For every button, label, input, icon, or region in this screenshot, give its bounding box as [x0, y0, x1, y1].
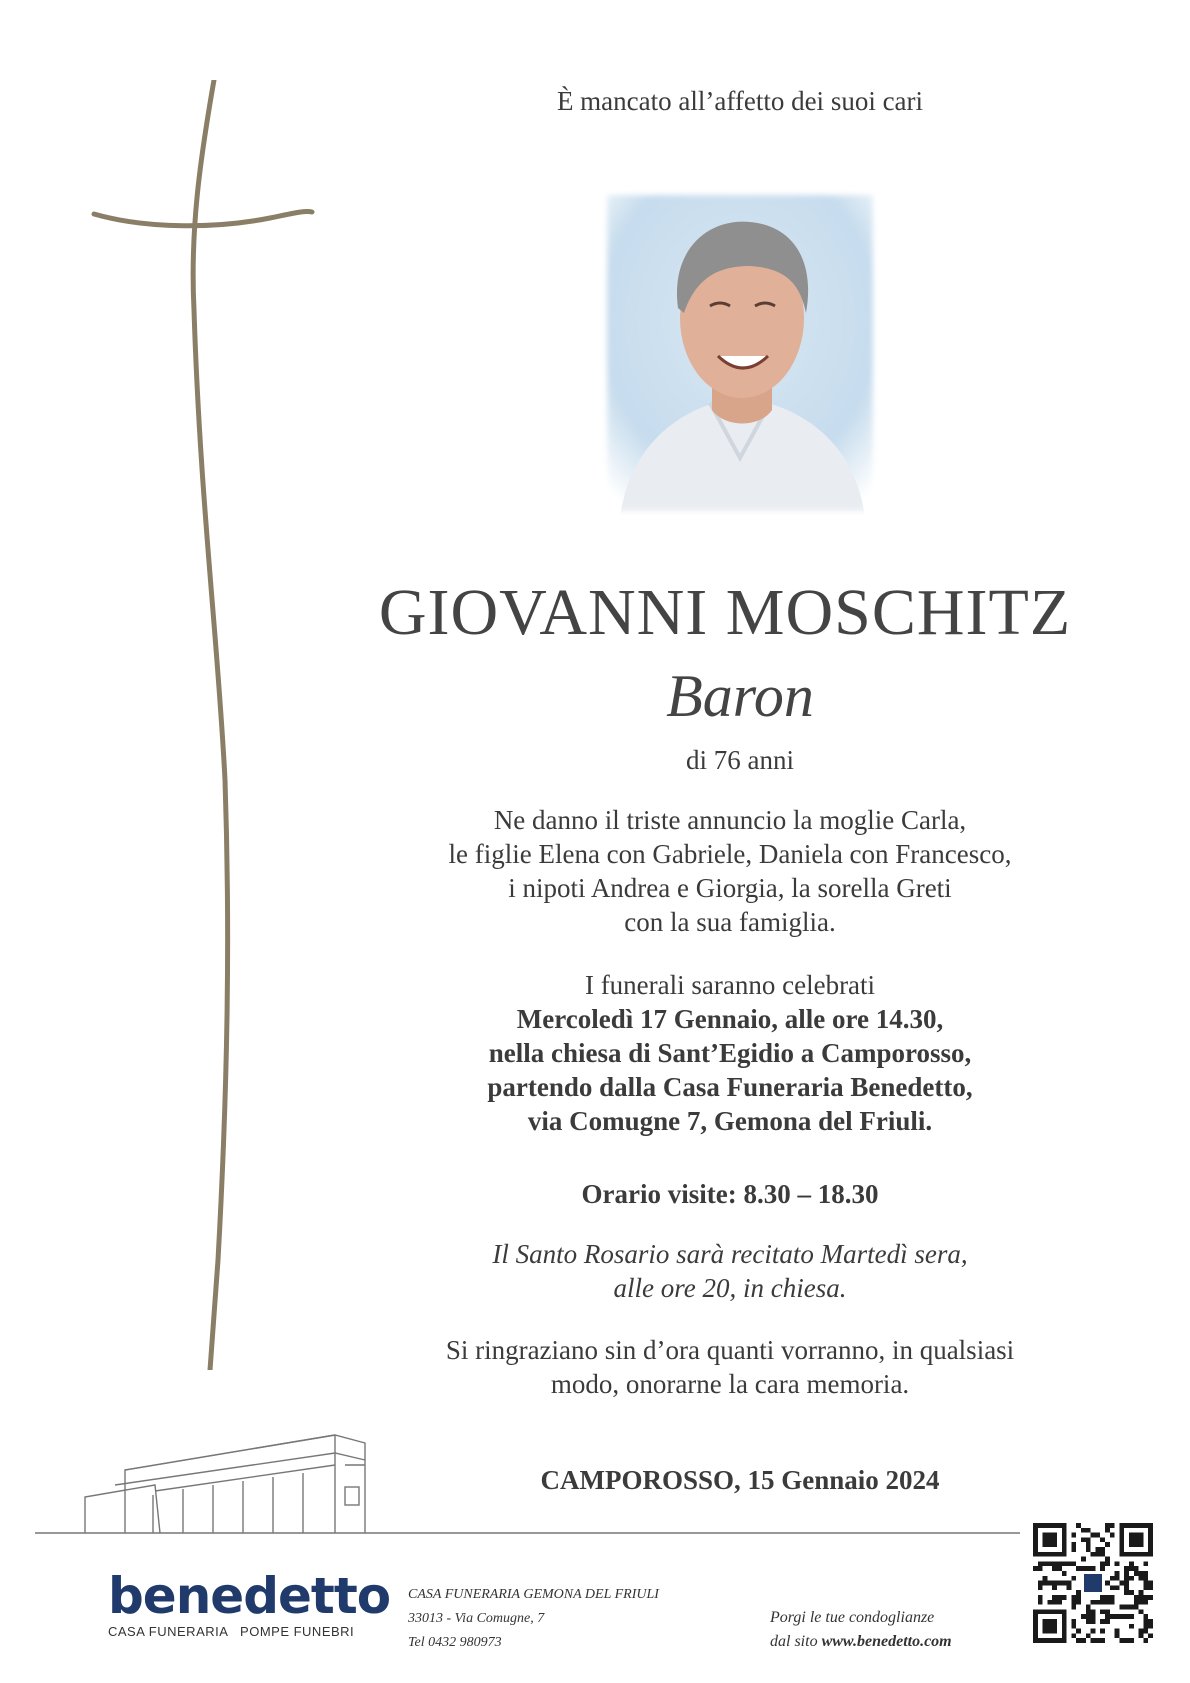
- announcement-line: con la sua famiglia.: [624, 907, 836, 937]
- funeral-line: Mercoledì 17 Gennaio, alle ore 14.30,: [516, 1004, 944, 1034]
- rosary-notice: [330, 1237, 1130, 1305]
- address-line: Tel 0432 980973: [408, 1635, 502, 1650]
- rosary-line: alle ore 20, in chiesa.: [613, 1273, 847, 1303]
- cross-icon: [90, 80, 340, 1370]
- funeral-intro: I funerali saranno celebrati: [584, 970, 876, 1000]
- thanks-paragraph: [330, 1333, 1130, 1401]
- condolences-line: Porgi le tue condoglianze: [770, 1609, 935, 1626]
- footer-address: [408, 1583, 748, 1655]
- funeral-home-drawing: [35, 1415, 1020, 1550]
- intro-text: È mancato all’affetto dei suoi cari: [556, 86, 924, 116]
- funeral-details: [330, 968, 1130, 1138]
- thanks-line: modo, onorarne la cara memoria.: [550, 1369, 910, 1399]
- funeral-line: partendo dalla Casa Funeraria Benedetto,: [487, 1072, 973, 1102]
- rosary-line: Il Santo Rosario sarà recitato Martedì sera,: [492, 1239, 968, 1269]
- address-line: CASA FUNERARIA GEMONA DEL FRIULI: [408, 1587, 659, 1602]
- deceased-nickname: Baron: [666, 663, 814, 729]
- place-date: CAMPOROSSO, 15 Gennaio 2024: [540, 1465, 940, 1495]
- condolences-note: [770, 1606, 1010, 1654]
- condolences-prefix: dal sito: [770, 1633, 822, 1650]
- condolences-line: [770, 1630, 1010, 1654]
- website-link[interactable]: www.benedetto.com: [821, 1633, 952, 1650]
- funeral-line: nella chiesa di Sant’Egidio a Camporosso,: [488, 1038, 972, 1068]
- thanks-line: Si ringraziano sin d’ora quanti vorranno, in qualsiasi: [445, 1335, 1015, 1365]
- announcement-line: le figlie Elena con Gabriele, Daniela con Francesco,: [448, 839, 1012, 869]
- benedetto-logo: [108, 1567, 391, 1639]
- deceased-name: GIOVANNI MOSCHITZ: [378, 576, 1072, 649]
- deceased-age: di 76 anni: [686, 745, 794, 775]
- portrait-photo: [600, 188, 880, 518]
- address-line: 33013 - Via Comugne, 7: [408, 1611, 545, 1626]
- visiting-hours: Orario visite: 8.30 – 18.30: [581, 1179, 879, 1209]
- logo-subtitle: CASA FUNERARIA POMPE FUNEBRI: [108, 1624, 355, 1639]
- funeral-line: via Comugne 7, Gemona del Friuli.: [527, 1106, 933, 1136]
- qr-code[interactable]: [1033, 1523, 1153, 1643]
- announcement-line: i nipoti Andrea e Giorgia, la sorella Greti: [508, 873, 952, 903]
- logo-wordmark: benedetto: [108, 1567, 391, 1625]
- announcement-line: Ne danno il triste annuncio la moglie Carla,: [493, 805, 967, 835]
- announcement-paragraph: [330, 803, 1130, 939]
